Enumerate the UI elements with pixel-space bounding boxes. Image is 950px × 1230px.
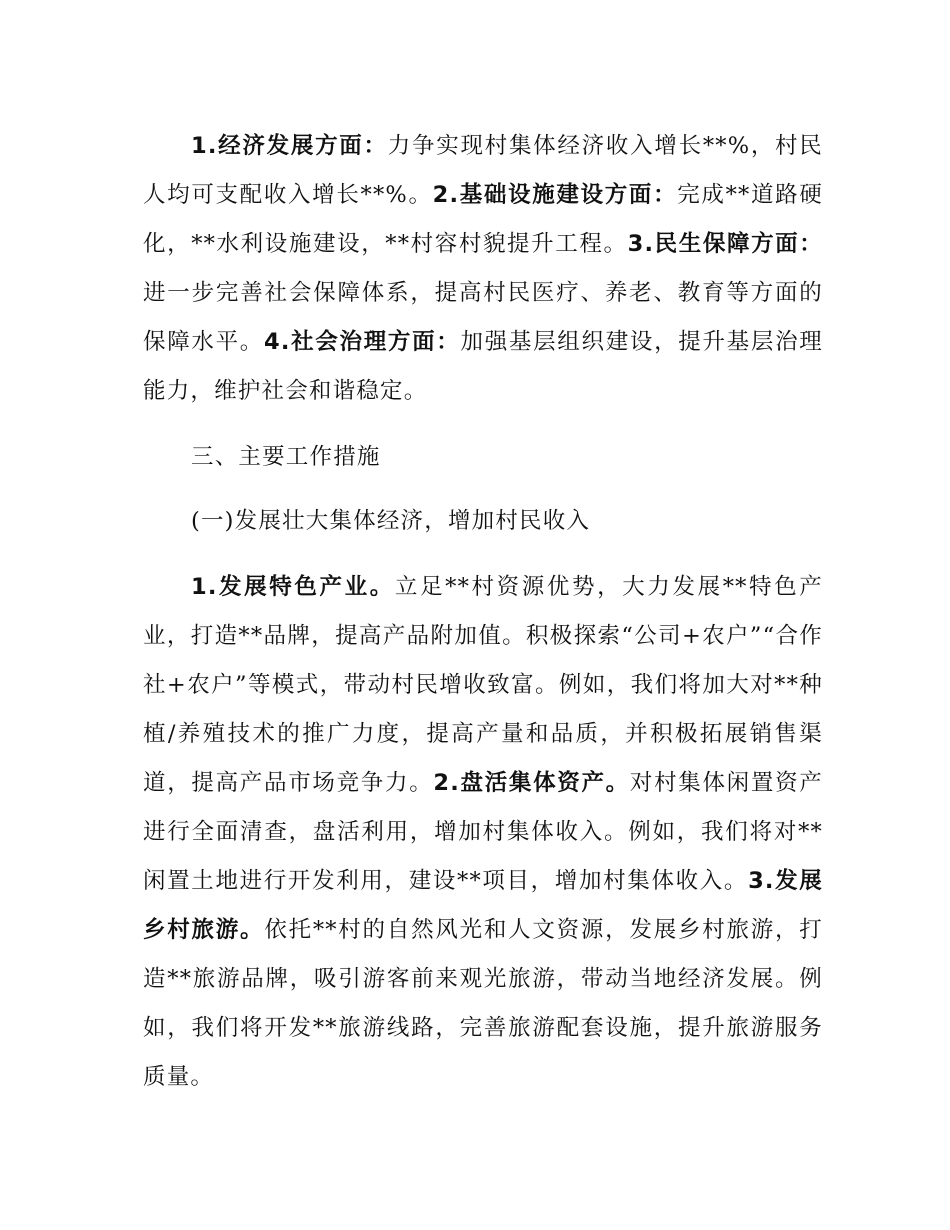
goal-3-title: 3.民生保障方面： [627, 231, 823, 257]
subsection-1-heading: (一)发展壮大集体经济，增加村民收入 [191, 508, 591, 534]
measure-1-text: 立足**村资源优势，大力发展**特色产业，打造**品牌，提高产品附加值。积极探索“公司+农户”“合作社+农户”等模式，带动村民增收致富。例如，我们将加大对**种植/养殖技术的推广力度，提高产量和品质，并积极拓展销售渠道，提高产品市场竞争力。 [143, 574, 823, 796]
goal-3-text: 进一步完善社会保障体系，提高村民医疗、养老、教育等方面的保障水平。 [143, 280, 823, 355]
measure-2-text: 对村集体闲置资产进行全面清查，盘活利用，增加村集体收入。例如，我们将对**闲置土地进行开发利用，建设**项目，增加村集体收入。 [143, 770, 823, 894]
goal-1-title: 1.经济发展方面： [191, 133, 388, 159]
goal-2-text: 完成**道路硬化，**水利设施建设，**村容村貌提升工程。 [143, 182, 824, 257]
measure-3-title: 3.发展乡村旅游。 [143, 868, 823, 943]
goals-paragraph [143, 122, 823, 416]
goal-2-title: 2.基础设施建设方面： [432, 182, 678, 208]
measure-1-title: 1.发展特色产业。 [191, 574, 395, 600]
goal-1-text: 力争实现村集体经济收入增长**%，村民人均可支配收入增长**%。 [143, 133, 823, 208]
measure-3-text: 依托**村的自然风光和人文资源，发展乡村旅游，打造**旅游品牌，吸引游客前来观光旅游，带动当地经济发展。例如，我们将开发**旅游线路，完善旅游配套设施，提升旅游服务质量。 [143, 917, 823, 1090]
goal-4-text: 加强基层组织建设，提升基层治理能力，维护社会和谐稳定。 [143, 329, 823, 404]
section-3-heading: 三、主要工作措施 [191, 444, 381, 470]
goal-4-title: 4.社会治理方面： [264, 329, 461, 355]
measure-2-title: 2.盘活集体资产。 [433, 770, 630, 796]
measures-paragraph [143, 563, 823, 1102]
